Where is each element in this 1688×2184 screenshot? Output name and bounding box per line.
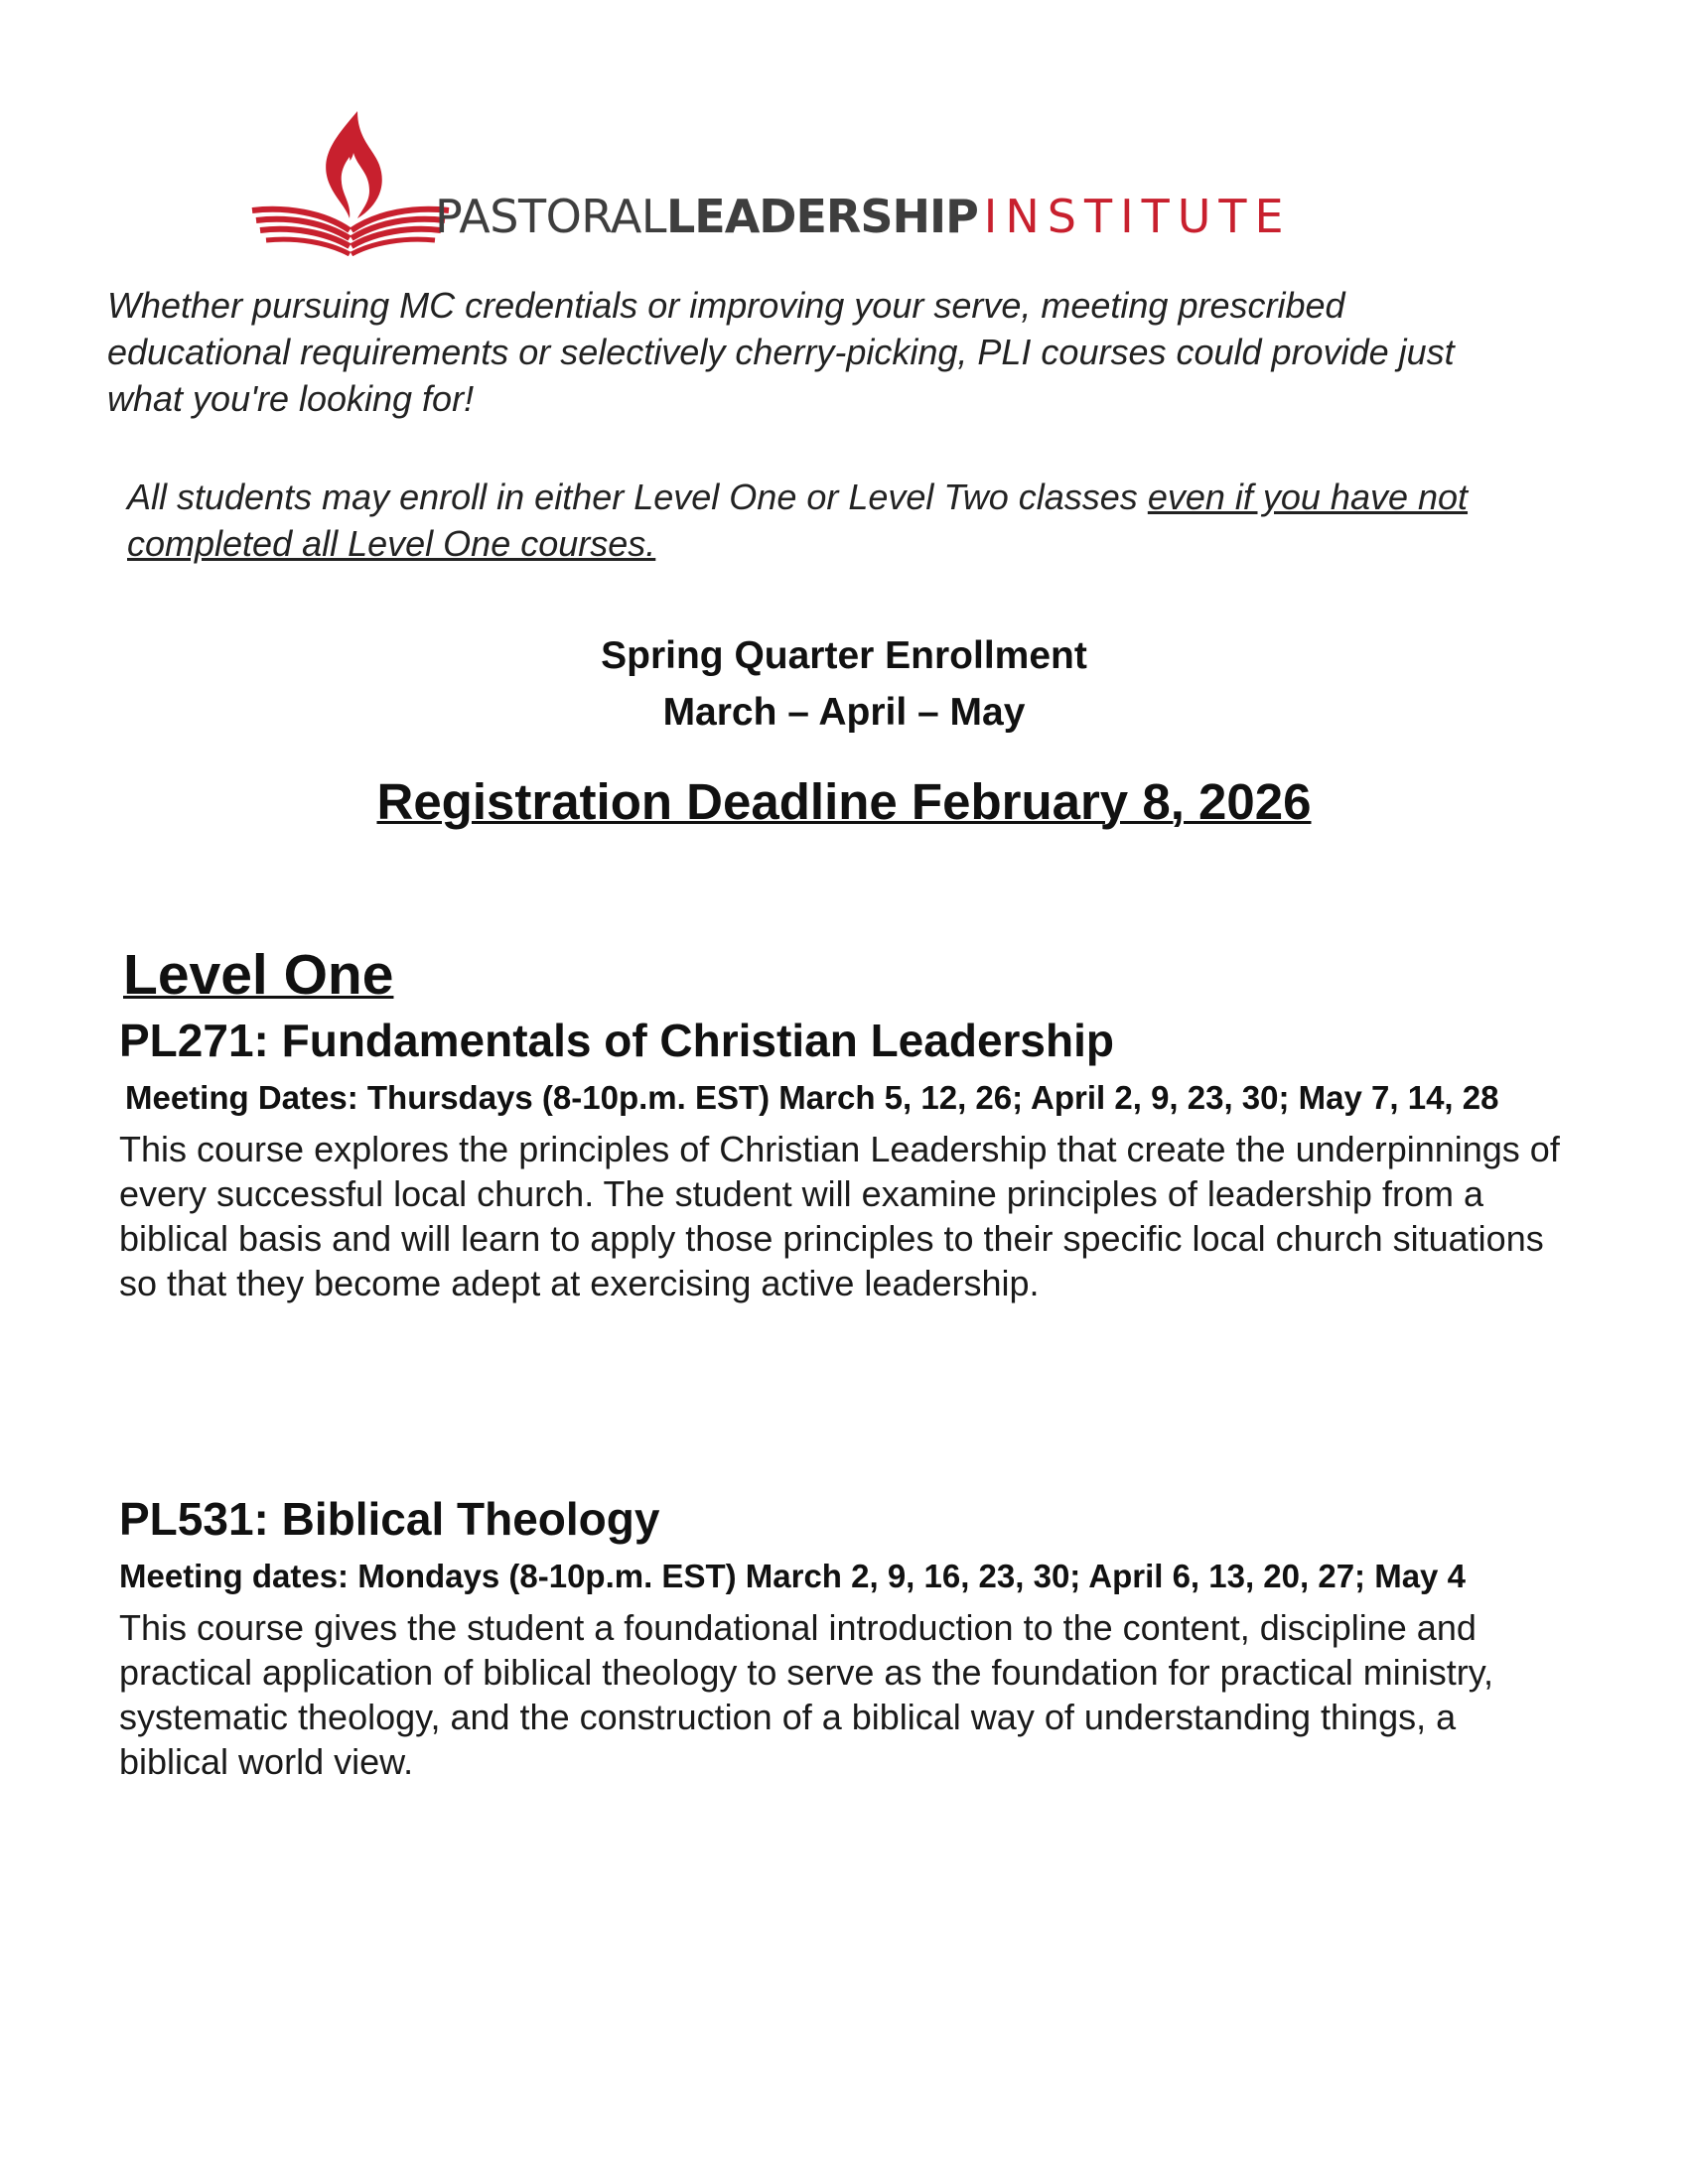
logo-wordmark [435,189,1292,244]
level-one-heading: Level One [123,943,394,1007]
course-pl271 [119,1011,1569,1305]
pli-logo [246,107,1438,256]
intro-paragraph: Whether pursuing MC credentials or improving your serve, meeting prescribed educational requirements or selectively cherry-picking, PLI courses could provide just what you're looking for! [107,285,1455,419]
season-title: Spring Quarter Enrollment [601,634,1087,677]
registration-deadline-text: Registration Deadline February 8, 2026 [376,773,1312,830]
course-description: This course explores the principles of Christian Leadership that create the underpinnings of every successful local church. The student will examine principles of leadership from a biblical basis and will learn to apply those principles to their specific local church situations so that they become adept at exercising active leadership. [119,1129,1560,1303]
course-dates: Meeting dates: Mondays (8-10p.m. EST) March 2, 9, 16, 23, 30; April 6, 13, 20, 27; May 4 [119,1558,1466,1594]
logo-word-leadership: LEADERSHIP [665,190,978,243]
course-description: This course gives the student a foundational introduction to the content, discipline and practical application of biblical theology to serve as the foundation for practical ministry, systematic theology, and the construction of a biblical way of understanding things, a biblical world view. [119,1607,1494,1782]
enroll-note [127,474,1537,567]
course-dates: Meeting Dates: Thursdays (8-10p.m. EST) March 5, 12, 26; April 2, 9, 23, 30; May 7, 14, 28 [125,1079,1499,1116]
enroll-note-text: All students may enroll in either Level One or Level Two classes [127,477,1148,517]
course-title: PL531: Biblical Theology [119,1493,660,1545]
season-months: March – April – May [662,691,1026,734]
flame-book-icon [246,107,455,256]
logo-word-pastoral: PASTORAL [435,190,666,243]
registration-deadline [0,770,1688,834]
enroll-note-underlined: even if you have not completed all Level One courses. [127,477,1469,564]
course-title: PL271: Fundamentals of Christian Leadership [119,1015,1114,1066]
logo-word-institute: INSTITUTE [983,190,1292,243]
course-pl531 [119,1489,1569,1784]
